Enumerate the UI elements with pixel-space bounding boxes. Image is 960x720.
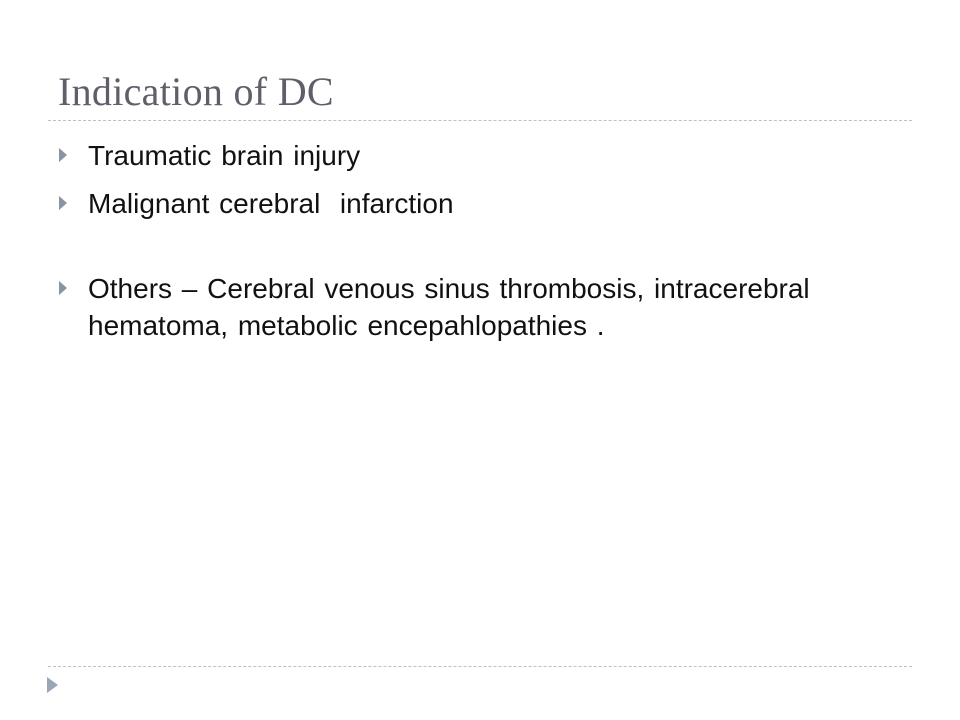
title-divider [48,120,912,121]
triangle-right-icon [59,281,67,295]
bullet-text: Traumatic brain injury [88,140,361,171]
triangle-right-icon [59,196,67,210]
bullet-text: Malignant cerebral infarction [88,188,454,219]
bullet-item [58,270,878,344]
bullet-list [58,137,878,344]
bullet-item [58,185,878,222]
bullet-item [58,137,878,174]
triangle-right-icon [47,677,58,693]
triangle-right-icon [59,148,67,162]
slide-title: Indication of DC [58,69,334,114]
footer-divider [48,666,912,667]
bullet-text: Others – Cerebral venous sinus thrombosis, intracerebral hematoma, metabolic encepahlopathies . [88,273,810,341]
